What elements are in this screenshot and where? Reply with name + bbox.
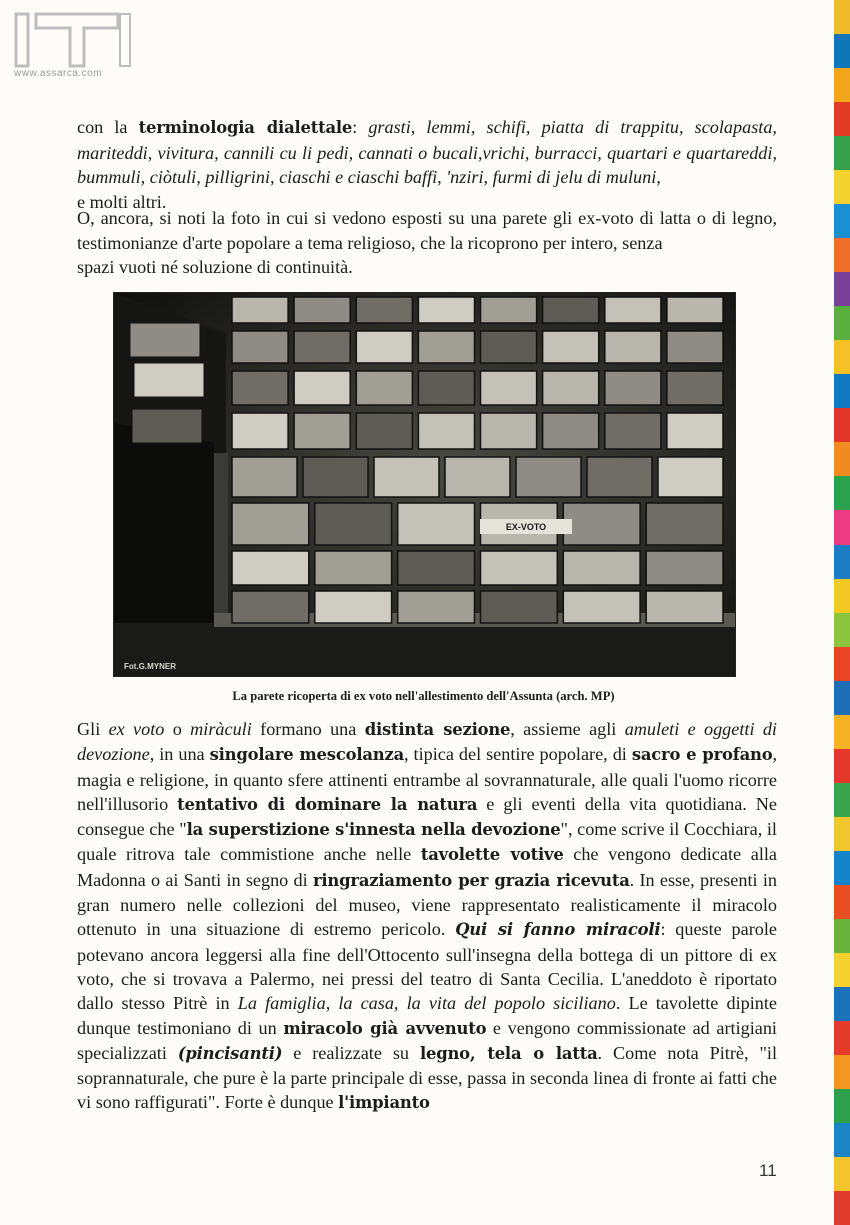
stripe-segment [834,170,850,204]
ex-voto-tablet [398,591,475,623]
ex-voto-tablet [418,331,474,363]
stripe-segment [834,817,850,851]
stripe-segment [834,102,850,136]
it-logo-mark [10,10,132,70]
ex-voto-tablet [667,331,723,363]
ex-voto-tablet [646,503,723,545]
stripe-segment [834,306,850,340]
stripe-segment [834,783,850,817]
ex-voto-tablet [605,331,661,363]
ex-voto-tablet [481,591,558,623]
ex-voto-tablet [132,409,202,443]
stripe-segment [834,136,850,170]
stripe-segment [834,476,850,510]
ex-voto-tablet [481,331,537,363]
paragraph-dialect-terms: con la terminologia dialettale: grasti, lemmi, schifi, piatta di trappitu, scolapasta, mariteddi, vivitura, cannili cu li pedi, cannati o bucali,vrichi, burracci, quartari e quartareddi, bummuli, ciòtuli, pilligrini, ciaschi e ciaschi baffi, 'nziri, furmi di jelu di muluni, e molti altri. [77,117,777,212]
ex-voto-tablet [543,413,599,449]
stripe-segment [834,1123,850,1157]
color-stripe [834,0,850,1225]
ex-voto-tablet [563,551,640,585]
stripe-segment [834,272,850,306]
ex-voto-tablet [232,457,297,497]
ex-voto-tablet [667,413,723,449]
ex-voto-tablet [543,331,599,363]
ex-voto-tablet [667,371,723,405]
ex-voto-tablet [587,457,652,497]
ex-voto-tablet [605,371,661,405]
ex-voto-tablet [303,457,368,497]
ex-voto-wall-photo [113,292,736,677]
ex-voto-tablet [516,457,581,497]
stripe-segment [834,1191,850,1225]
stripe-segment [834,374,850,408]
stripe-segment [834,408,850,442]
ex-voto-tablet [294,331,350,363]
ex-voto-tablet [481,297,537,323]
stripe-segment [834,1157,850,1191]
ex-voto-tablet [481,551,558,585]
ex-voto-tablet [418,413,474,449]
ex-voto-tablet [232,371,288,405]
stripe-segment [834,0,850,34]
stripe-segment [834,579,850,613]
stripe-segment [834,204,850,238]
stripe-segment [834,34,850,68]
ex-voto-tablet [232,331,288,363]
stripe-segment [834,510,850,544]
ex-voto-tablet [605,413,661,449]
stripe-segment [834,647,850,681]
ex-voto-tablet [315,591,392,623]
ex-voto-tablet [481,413,537,449]
stripe-segment [834,715,850,749]
stripe-segment [834,68,850,102]
stripe-segment [834,919,850,953]
ex-voto-tablet [374,457,439,497]
ex-voto-tablet [356,413,412,449]
ex-voto-tablet [658,457,723,497]
ex-voto-tablet [646,551,723,585]
stripe-segment [834,340,850,374]
stripe-segment [834,953,850,987]
ex-voto-tablet [356,297,412,323]
page-number: 11 [759,1161,777,1180]
ex-voto-tablet [605,297,661,323]
stripe-segment [834,1055,850,1089]
stripe-segment [834,749,850,783]
ex-voto-tablet [543,371,599,405]
ex-voto-tablet [418,371,474,405]
ex-voto-tablet [646,591,723,623]
ex-voto-tablet [294,371,350,405]
ex-voto-tablet [398,551,475,585]
ex-voto-tablet [232,551,309,585]
ex-voto-tablet [232,297,288,323]
ex-voto-tablet [398,503,475,545]
ex-voto-tablet [232,503,309,545]
ex-voto-tablet [134,363,204,397]
ex-voto-tablet [356,371,412,405]
photo-credit: Fot.G.MYNER [124,662,176,671]
ex-voto-tablet [481,371,537,405]
ex-voto-tablet [563,503,640,545]
ex-voto-tablet [563,591,640,623]
stripe-segment [834,545,850,579]
stripe-segment [834,442,850,476]
paragraph-ex-voto-section: Gli ex voto o miràculi formano una distinta sezione, assieme agli amuleti e oggetti di devozione, in una singolare mescolanza, tipica del sentire popolare, di sacro e profano, magia e religione, in quanto sfere attinenti entrambe al sovrannaturale, alle quali l'uomo ricorre nell'illusorio tentativo di dominare la natura e gli eventi della vita quotidiana. Ne consegue che "la superstizione s'innesta nella devozione", come scrive il Cocchiara, il quale ritrova tale commistione anche nelle tavolette votive che vengono dedicate alla Madonna o ai Santi in segno di ringraziamento per grazia ricevuta. In esse, presenti in gran numero nelle collezioni del museo, viene rappresentato realisticamente il miracolo ottenuto in una situazione di estremo pericolo. Qui si fanno miracoli: queste parole potevano ancora leggersi alla fine dell'Ottocento sull'insegna della bottega di un pittore di ex voto, che si trovava a Palermo, nei pressi del teatro di Santa Cecilia. L'aneddoto è riportato dallo stesso Pitrè in La famiglia, la casa, la vita del popolo siciliano. Le tavolette dipinte dunque testimoniano di un miracolo già avvenuto e vengono commissionate ad artigiani specializzati (pincisanti) e realizzate su legno, tela o latta. Come nota Pitrè, "il soprannaturale, che pure è la parte principale di esse, passa in seconda linea di fronte ai fatti che vi sono raffigurati". Forte è dunque l'impianto [77,719,778,1113]
photo-caption: La parete ricoperta di ex voto nell'allestimento dell'Assunta (arch. MP) [232,689,615,703]
stripe-segment [834,1089,850,1123]
ex-voto-tablet [445,457,510,497]
ex-voto-tablet [130,323,200,357]
stripe-segment [834,1021,850,1055]
ex-voto-tablet [315,551,392,585]
stripe-segment [834,613,850,647]
ex-voto-tablet [232,591,309,623]
stripe-segment [834,238,850,272]
ex-voto-tablet [294,297,350,323]
ex-voto-tablet [356,331,412,363]
ex-voto-tablet [294,413,350,449]
ex-voto-tablet [232,413,288,449]
ex-voto-tablet [543,297,599,323]
ex-voto-tablet [418,297,474,323]
stripe-segment [834,681,850,715]
paragraph-ex-voto-photo: O, ancora, si noti la foto in cui si vedono esposti su una parete gli ex-voto di latta o di legno, testimonianze d'arte popolare a tema religioso, che la ricoprono per intero, senza spazi vuoti né soluzione di continuità. [77,208,777,278]
stripe-segment [834,851,850,885]
stripe-segment [834,987,850,1021]
logo-site-text: www.assarca.com [14,68,103,79]
ex-voto-tablet [315,503,392,545]
stripe-segment [834,885,850,919]
ex-voto-tablet [667,297,723,323]
ex-voto-sign: EX-VOTO [505,522,547,532]
site-logo [10,10,132,82]
